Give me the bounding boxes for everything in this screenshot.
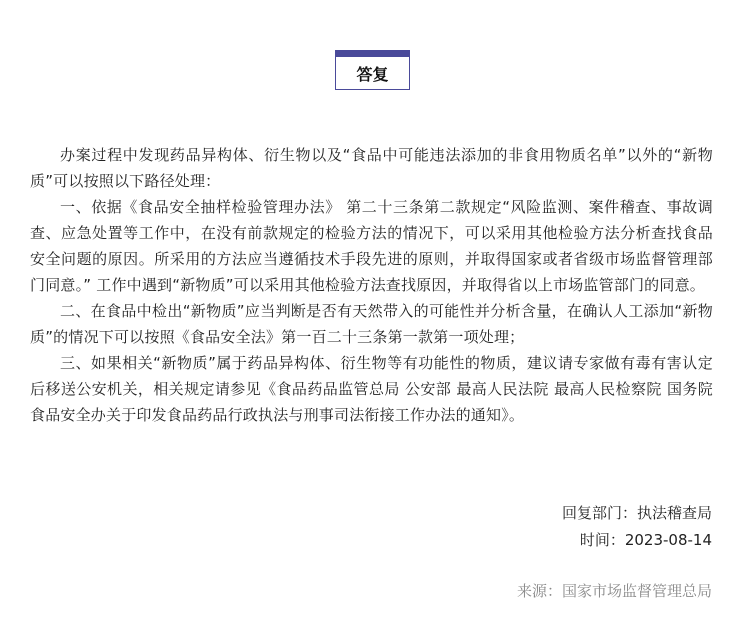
source-credit: 来源：国家市场监督管理总局 [516,582,712,600]
reply-date: 时间：2023-08-14 [579,531,712,549]
paragraph-item-1: 一、依据《食品安全抽样检验管理办法》 第二十三条第二款规定“风险监测、案件稽查、事故调查、应急处置等工作中，在没有前款规定的检验方法的情况下，可以采用其他检验方法分析查找食品安全问题的原因。所采用的方法应当遵循技术手段先进的原则，并取得国家或者省级市场监督管理部门同意。” 工作中遇到“新物质”可以采用其他检验方法查找原因，并取得省以上市场监管部门的同意。 [30,198,713,294]
reply-body [30,142,713,428]
paragraph-intro: 办案过程中发现药品异构体、衍生物以及“食品中可能违法添加的非食用物质名单”以外的“新物质”可以按照以下路径处理： [30,146,713,190]
paragraph-item-3: 三、如果相关“新物质”属于药品异构体、衍生物等有功能性的物质，建议请专家做有毒有害认定后移送公安机关，相关规定请参见《食品药品监管总局 公安部 最高人民法院 最高人民检察院 国务院食品安全办关于印发食品药品行政执法与刑事司法衔接工作办法的通知》。 [30,354,713,424]
paragraph-item-2: 二、在食品中检出“新物质”应当判断是否有天然带入的可能性并分析含量，在确认人工添加“新物质”的情况下可以按照《食品安全法》第一百二十三条第一款第一项处理； [30,302,713,346]
reply-department: 回复部门：执法稽查局 [561,504,712,522]
reply-title: 答复 [335,50,410,90]
